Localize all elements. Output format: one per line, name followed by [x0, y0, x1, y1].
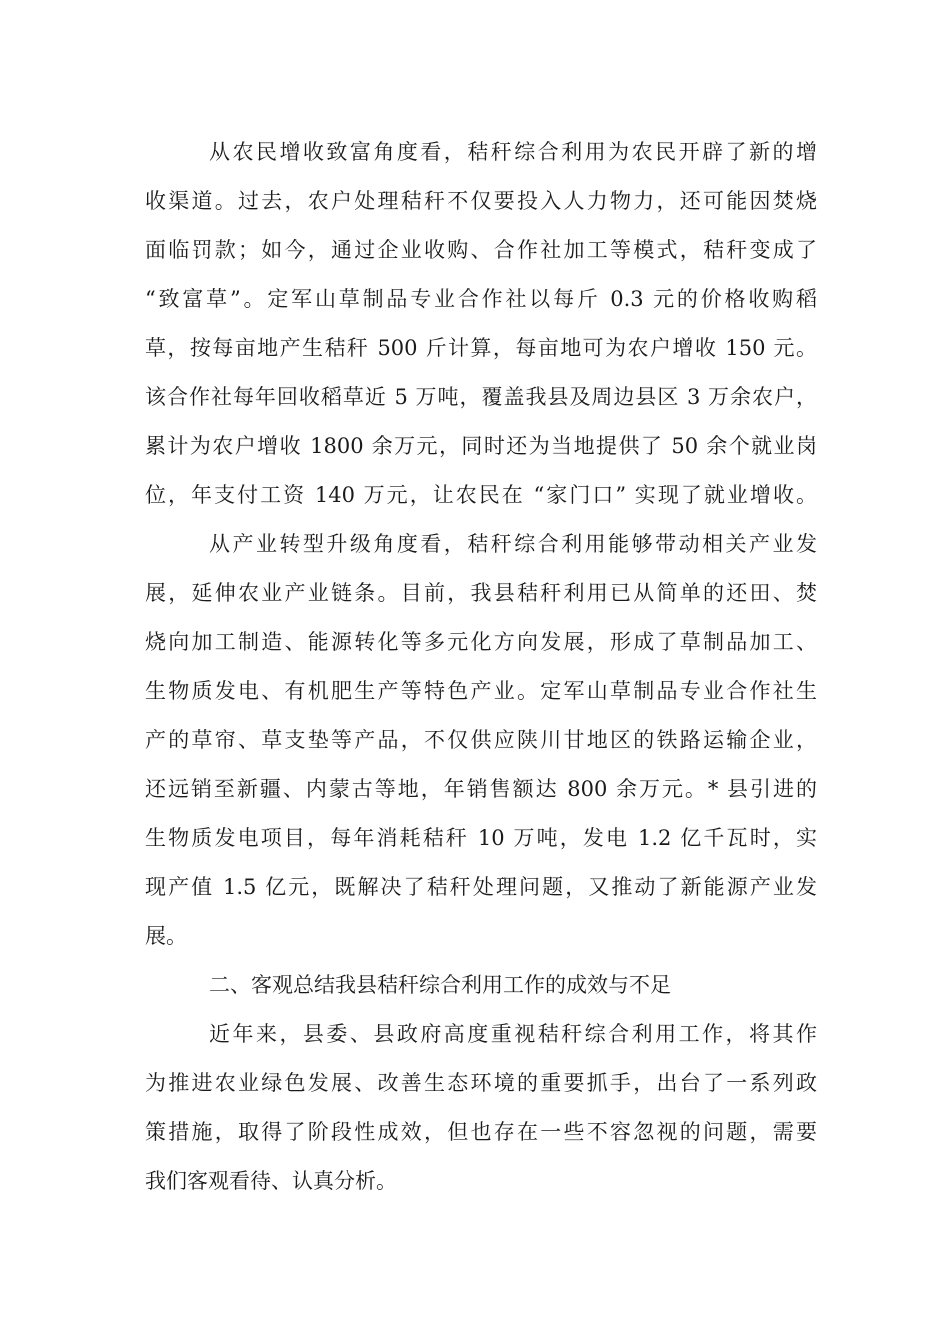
paragraph-line: 还远销至新疆、内蒙古等地，年销售额达 800 余万元。* 县引进的 [145, 777, 817, 801]
paragraph-line: 现产值 1.5 亿元，既解决了秸秆处理问题，又推动了新能源产业发 [145, 875, 817, 899]
paragraph-line: 位，年支付工资 140 万元，让农民在 “家门口” 实现了就业增收。 [145, 483, 817, 507]
paragraph-line: 面临罚款；如今，通过企业收购、合作社加工等模式，秸秆变成了 [145, 238, 817, 262]
paragraph-line: 收渠道。过去，农户处理秸秆不仅要投入人力物力，还可能因焚烧 [145, 189, 817, 213]
paragraph-line: 展，延伸农业产业链条。目前，我县秸秆利用已从简单的还田、焚 [145, 581, 817, 605]
paragraph-line: 产的草帘、草支垫等产品，不仅供应陕川甘地区的铁路运输企业， [145, 728, 817, 752]
paragraph-line: 策措施，取得了阶段性成效，但也存在一些不容忽视的问题，需要 [145, 1120, 817, 1144]
paragraph-line: “致富草”。定军山草制品专业合作社以每斤 0.3 元的价格收购稻 [145, 287, 817, 311]
section-heading-text: 二、客观总结我县秸秆综合利用工作的成效与不足 [209, 973, 671, 997]
paragraph-line: 烧向加工制造、能源转化等多元化方向发展，形成了草制品加工、 [145, 630, 817, 654]
paragraph-line: 从农民增收致富角度看，秸秆综合利用为农民开辟了新的增 [209, 140, 817, 164]
paragraph-line: 该合作社每年回收稻草近 5 万吨，覆盖我县及周边县区 3 万余农户， [145, 385, 817, 409]
paragraph-line: 展。 [145, 924, 187, 948]
paragraph-line: 生物质发电项目，每年消耗秸秆 10 万吨，发电 1.2 亿千瓦时，实 [145, 826, 817, 850]
paragraph-line: 从产业转型升级角度看，秸秆综合利用能够带动相关产业发 [209, 532, 817, 556]
paragraph-line: 累计为农户增收 1800 余万元，同时还为当地提供了 50 余个就业岗 [145, 434, 817, 458]
paragraph-farmer-income [145, 128, 817, 520]
paragraph-line: 草，按每亩地产生秸秆 500 斤计算，每亩地可为农户增收 150 元。 [145, 336, 817, 360]
paragraph-line: 生物质发电、有机肥生产等特色产业。定军山草制品专业合作社生 [145, 679, 817, 703]
document-body [145, 128, 817, 1206]
paragraph-section-intro [145, 1010, 817, 1206]
paragraph-industry-upgrade [145, 520, 817, 961]
paragraph-line: 我们客观看待、认真分析。 [145, 1169, 397, 1193]
paragraph-line: 为推进农业绿色发展、改善生态环境的重要抓手，出台了一系列政 [145, 1071, 817, 1095]
section-heading [145, 961, 817, 1010]
paragraph-line: 近年来，县委、县政府高度重视秸秆综合利用工作，将其作 [209, 1022, 817, 1046]
